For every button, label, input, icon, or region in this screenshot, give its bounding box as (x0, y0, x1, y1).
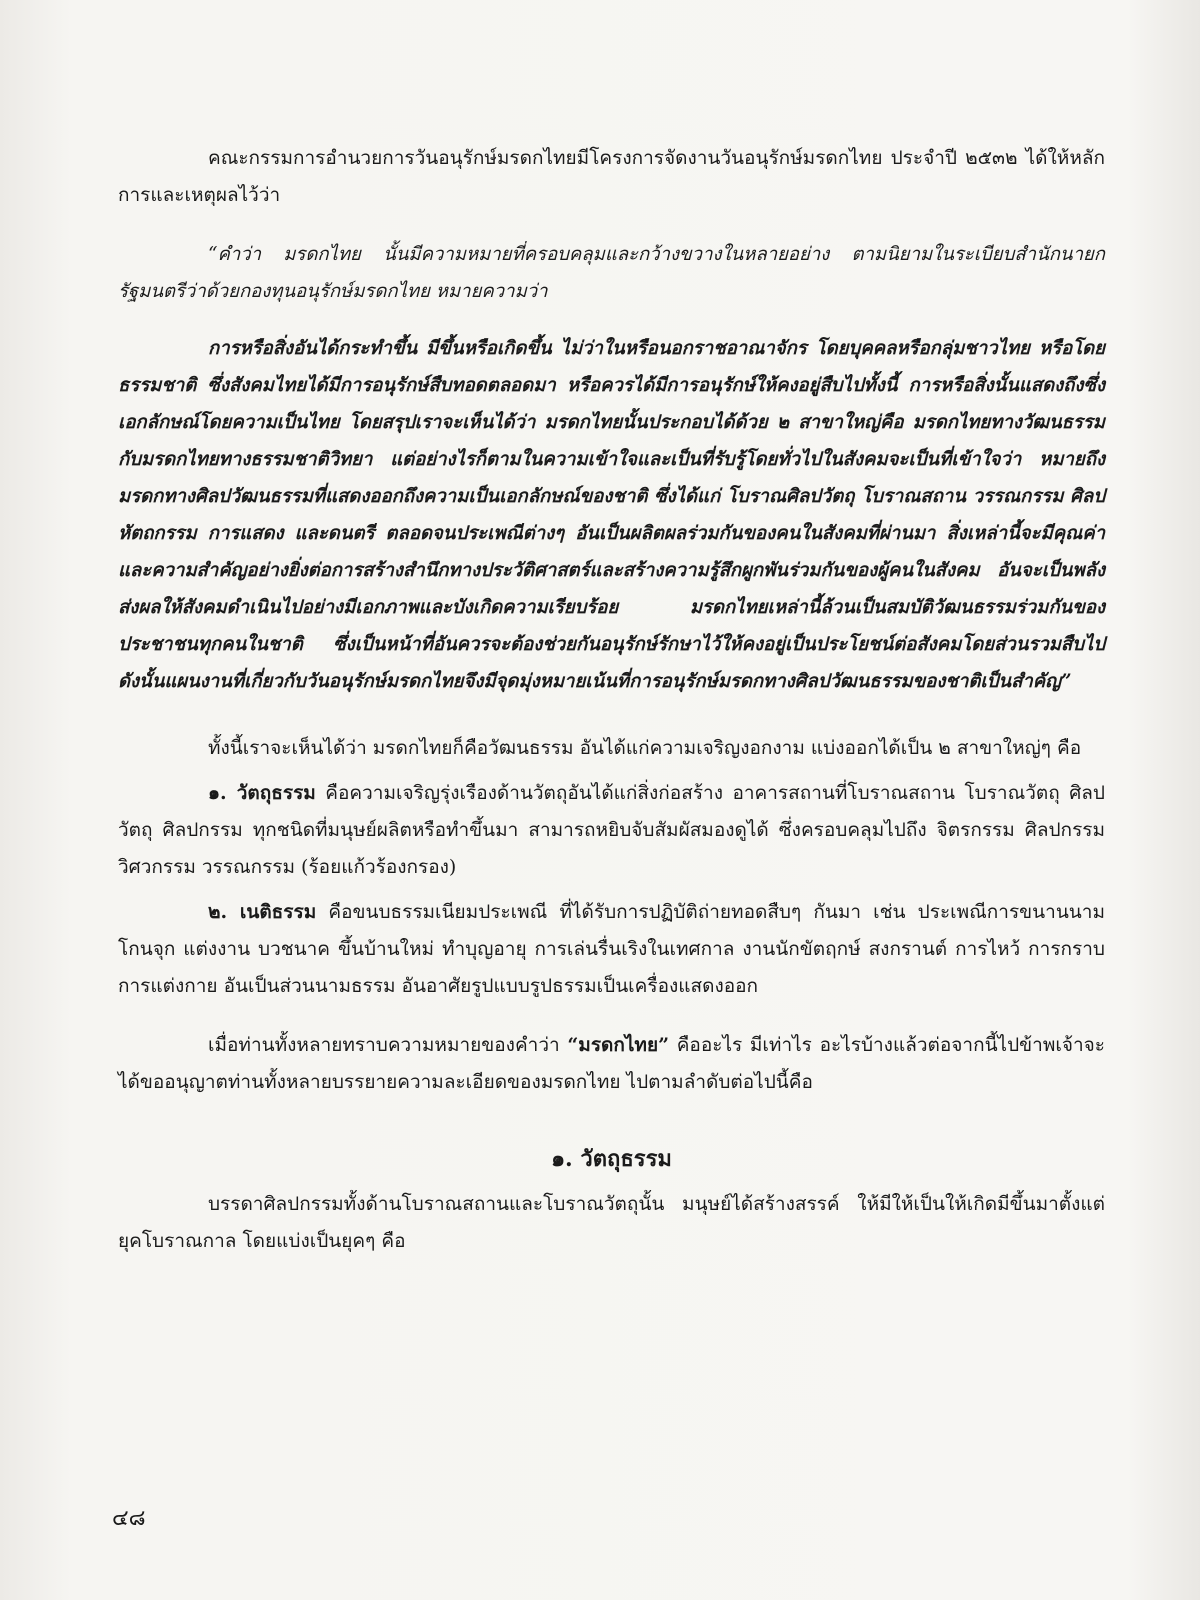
quote-intro: “คำว่า มรดกไทย นั้นมีความหมายที่ครอบคลุมและกว้างขวางในหลายอย่าง ตามนิยามในระเบียบสำนักนายกรัฐมนตรีว่าด้วยกองทุนอนุรักษ์มรดกไทย หมายความว่า (118, 244, 1105, 302)
term-thai-heritage: “มรดกไทย” (567, 1034, 670, 1056)
material-culture-text: คือความเจริญรุ่งเรืองด้านวัตถุอันได้แก่สิ่งก่อสร้าง อาคารสถานที่โบราณสถาน โบราณวัตถุ ศิลปวัตถุ ศิลปกรรม ทุกชนิดที่มนุษย์ผลิตหรือทำขึ้นมา สามารถหยิบจับสัมผัสมองดูได้ ซึ่งครอบคลุมไปถึง จิตรกรรม ศิลปกรรม วิศวกรรม วรรณกรรม (ร้อยแก้วร้องกรอง) (118, 782, 1105, 878)
list-item-material-culture (118, 775, 1105, 886)
transition-paragraph (118, 1027, 1105, 1101)
transition-text-after: คืออะไร มีเท่าไร อะไรบ้างแล้วต่อจากนี้ไปข้าพเจ้าจะได้ขออนุญาตท่านทั้งหลายบรรยายความละเอียดของมรดกไทย ไปตามลำดับต่อไปนี้คือ (118, 1034, 1105, 1093)
quote-body: การหรือสิ่งอันได้กระทำขึ้น มีขึ้นหรือเกิดขึ้น ไม่ว่าในหรือนอกราชอาณาจักร โดยบุคคลหรือกลุ่มชาวไทย หรือโดยธรรมชาติ ซึ่งสังคมไทยได้มีการอนุรักษ์สืบทอดตลอดมา หรือควรได้มีการอนุรักษ์ให้คงอยู่สืบไปทั้งนี้ การหรือสิ่งนั้นแสดงถึงซึ่งเอกลักษณ์โดยความเป็นไทย โดยสรุปเราจะเห็นได้ว่า มรดกไทยนั้นประกอบได้ด้วย ๒ สาขาใหญ่คือ มรดกไทยทางวัฒนธรรม กับมรดกไทยทางธรรมชาติวิทยา แต่อย่างไรก็ตามในความเข้าใจและเป็นที่รับรู้โดยทั่วไปในสังคมจะเป็นที่เข้าใจว่า หมายถึง มรดกทางศิลปวัฒนธรรมที่แสดงออกถึงความเป็นเอกลักษณ์ของชาติ ซึ่งได้แก่ โบราณศิลปวัตถุ โบราณสถาน วรรณกรรม ศิลปหัตถกรรม การแสดง และดนตรี ตลอดจนประเพณีต่างๆ อันเป็นผลิตผลร่วมกันของคนในสังคมที่ผ่านมา สิ่งเหล่านี้จะมีคุณค่าและความสำคัญอย่างยิ่งต่อการสร้างสำนึกทางประวัติศาสตร์และสร้างความรู้สึกผูกพันร่วมกันของผู้คนในสังคม อันจะเป็นพลังส่งผลให้สังคมดำเนินไปอย่างมีเอกภาพและบังเกิดความเรียบร้อย มรดกไทยเหล่านี้ล้วนเป็นสมบัติวัฒนธรรมร่วมกันของประชาชนทุกคนในชาติ ซึ่งเป็นหน้าที่อันควรจะต้องช่วยกันอนุรักษ์รักษาไว้ให้คงอยู่เป็นประโยชน์ต่อสังคมโดยส่วนรวมสืบไป ดังนั้นแผนงานที่เกี่ยวกับวันอนุรักษ์มรดกไทยจึงมีจุดมุ่งหมายเน้นที่การอนุรักษ์มรดกทางศิลปวัฒนธรรมของชาติเป็นสำคัญ” (118, 338, 1105, 692)
intro-paragraph: คณะกรรมการอำนวยการวันอนุรักษ์มรดกไทยมีโครงการจัดงานวันอนุรักษ์มรดกไทย ประจำปี ๒๕๓๒ ได้ให้หลักการและเหตุผลไว้ว่า (118, 147, 1105, 206)
term-customs-culture: ๒. เนติธรรม (208, 901, 317, 923)
transition-text-before: เมื่อท่านทั้งหลายทราบความหมายของคำว่า (208, 1034, 568, 1056)
section-heading: ๑. วัตถุธรรม (551, 1146, 672, 1172)
summary-paragraph: ทั้งนี้เราจะเห็นได้ว่า มรดกไทยก็คือวัฒนธรรม อันได้แก่ความเจริญงอกงาม แบ่งออกได้เป็น ๒ สาขาใหญ่ๆ คือ (208, 737, 1082, 759)
page-number: ๔๘ (112, 1506, 146, 1531)
customs-culture-text: คือขนบธรรมเนียมประเพณี ที่ได้รับการปฏิบัติถ่ายทอดสืบๆ กันมา เช่น ประเพณีการขนานนาม โกนจุก แต่งงาน บวชนาค ขึ้นบ้านใหม่ ทำบุญอายุ การเล่นรื่นเริงในเทศกาล งานนักขัตฤกษ์ สงกรานต์ การไหว้ การกราบ การแต่งกาย อันเป็นส่วนนามธรรม อันอาศัยรูปแบบรูปธรรมเป็นเครื่องแสดงออก (118, 901, 1105, 997)
section-paragraph: บรรดาศิลปกรรมทั้งด้านโบราณสถานและโบราณวัตถุนั้น มนุษย์ได้สร้างสรรค์ ให้มีให้เป็นให้เกิดมีขึ้นมาตั้งแต่ยุคโบราณกาล โดยแบ่งเป็นยุคๆ คือ (118, 1193, 1105, 1252)
list-item-customs-culture (118, 894, 1105, 1005)
term-material-culture: ๑. วัตถุธรรม (208, 782, 316, 804)
